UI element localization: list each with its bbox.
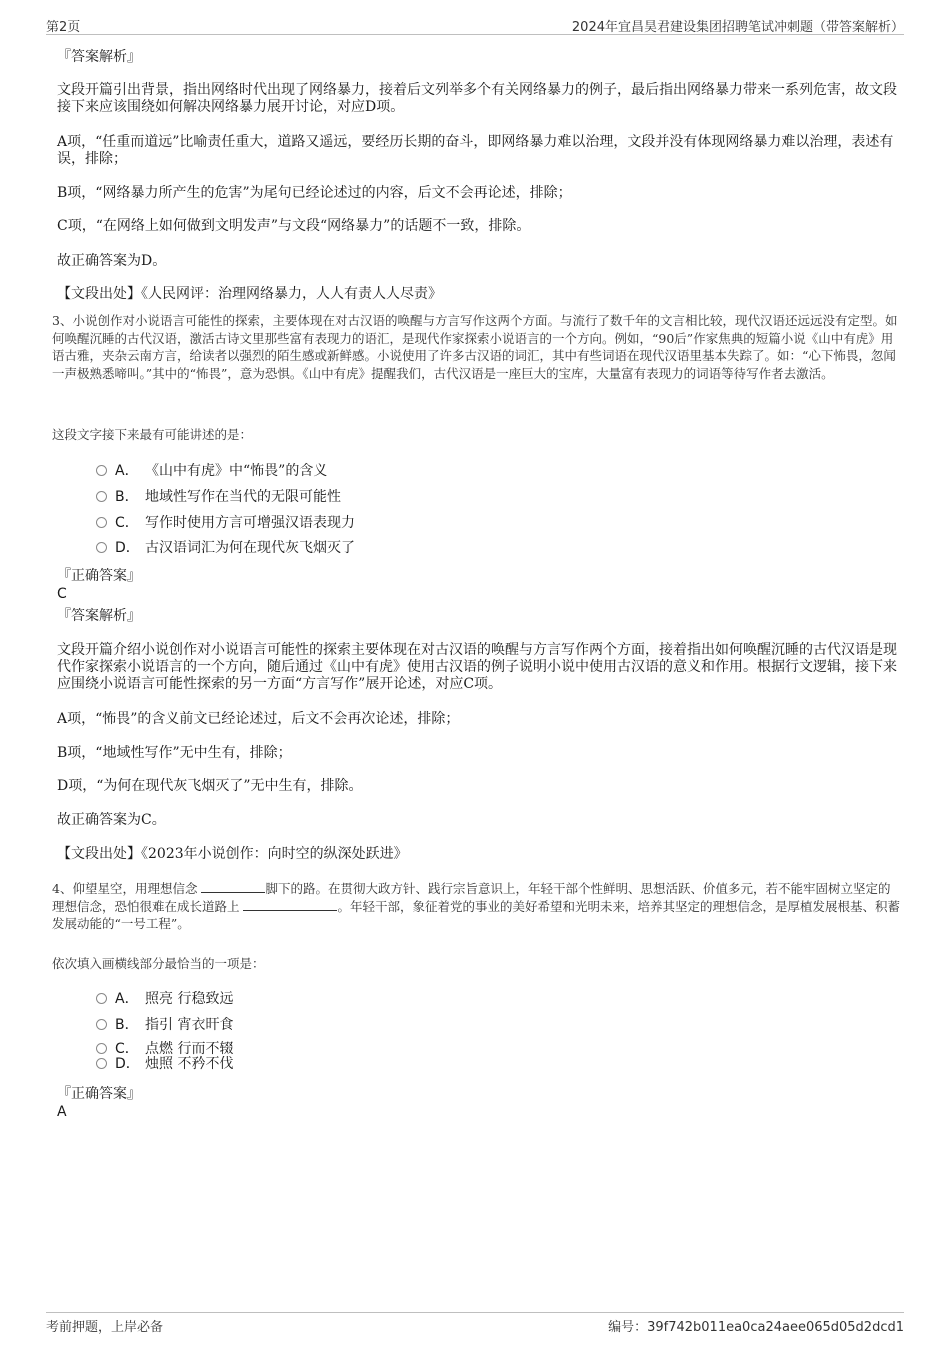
q2-source: 【文段出处】《人民网评：治理网络暴力，人人有责人人尽责》 bbox=[57, 286, 442, 302]
fill-blank-2 bbox=[243, 899, 337, 911]
q4-stem: 4、仰望星空，用理想信念 脚下的路。在贯彻大政方针、践行宗旨意识上，年轻干部个性鲜明、思想活跃、价值多元，若不能牢固树立坚定的理想信念，恐怕很难在成长道路上 。年轻干部，象征着党的事业的美好希望和光明未来，培养其坚定的理想信念，是厚植发展根基、积蓄发展动能的“一号工程”。 bbox=[52, 881, 900, 931]
document-title: 2024年宜昌昊君建设集团招聘笔试冲刺题（带答案解析） bbox=[571, 20, 904, 35]
q3-analysis-label: 『答案解析』 bbox=[57, 608, 141, 624]
q3-question: 这段文字接下来最有可能讲述的是： bbox=[52, 427, 253, 442]
document-code: 编号：39f742b011ea0ca24aee065d05d2dcd1 bbox=[608, 1320, 904, 1335]
page-footer bbox=[46, 1312, 904, 1335]
footer-slogan: 考前押题，上岸必备 bbox=[46, 1320, 164, 1335]
q4-option-d[interactable]: D． 烛照 不矜不伐 bbox=[96, 1056, 233, 1072]
q4-answer-label: 『正确答案』 bbox=[57, 1086, 141, 1102]
q3-analysis-para: 文段开篇介绍小说创作对小说语言可能性的探索主要体现在对古汉语的唤醒与方言写作两个方面，接着指出如何唤醒沉睡的古代汉语是现代作家探索小说语言的一个方向，随后通过《山中有虎》使用古汉语的例子说明小说中使用古汉语的意义和作用。根据行文逻辑，接下来应围绕小说语言可能性探索的另一方面“方言写作”展开论述，对应C项。 bbox=[57, 642, 897, 692]
q3-option-c[interactable]: C． 写作时使用方言可增强汉语表现力 bbox=[96, 513, 355, 533]
radio-icon[interactable] bbox=[96, 993, 107, 1004]
radio-icon[interactable] bbox=[96, 1043, 107, 1054]
q3-option-b[interactable]: B． 地域性写作在当代的无限可能性 bbox=[96, 487, 341, 507]
radio-icon[interactable] bbox=[96, 465, 107, 476]
q2-analysis-c: C项，“在网络上如何做到文明发声”与文段“网络暴力”的话题不一致，排除。 bbox=[57, 218, 531, 234]
radio-icon[interactable] bbox=[96, 1019, 107, 1030]
q2-analysis-a: A项，“任重而道远”比喻责任重大，道路又遥远，要经历长期的奋斗，即网络暴力难以治理，文段并没有体现网络暴力难以治理，表述有误，排除； bbox=[57, 134, 894, 167]
q2-analysis-label: 『答案解析』 bbox=[57, 49, 141, 65]
q2-analysis-para: 文段开篇引出背景，指出网络时代出现了网络暴力，接着后文列举多个有关网络暴力的例子，最后指出网络暴力带来一系列危害，故文段接下来应该围绕如何解决网络暴力展开讨论，对应D项。 bbox=[57, 82, 897, 115]
radio-icon[interactable] bbox=[96, 542, 107, 553]
q4-answer: A bbox=[57, 1104, 67, 1120]
q2-conclusion: 故正确答案为D。 bbox=[57, 253, 167, 269]
q3-answer: C bbox=[57, 586, 67, 602]
fill-blank-1 bbox=[201, 881, 265, 893]
q4-option-a[interactable]: A． 照亮 行稳致远 bbox=[96, 989, 233, 1009]
q3-stem: 3、小说创作对小说语言可能性的探索，主要体现在对古汉语的唤醒与方言写作这两个方面。与流行了数千年的文言相比较，现代汉语还远远没有定型。如何唤醒沉睡的古代汉语，激活古诗文里那些富有表现力的语汇，是现代作家探索小说语言的一个方向。例如，“90后”作家焦典的短篇小说《山中有虎》用语古雅，夹杂云南方言，给读者以强烈的陌生感或新鲜感。小说使用了许多古汉语的词汇，其中有些词语在现代汉语里基本失踪了。如：“心下怖畏，忽闻一声极熟悉啼叫。”其中的“怖畏”，意为恐惧。《山中有虎》提醒我们，古代汉语是一座巨大的宝库，大量富有表现力的词语等待写作者去激活。 bbox=[52, 313, 898, 381]
q4-option-b[interactable]: B． 指引 宵衣旰食 bbox=[96, 1015, 233, 1035]
radio-icon[interactable] bbox=[96, 1058, 107, 1069]
page-number: 第2页 bbox=[46, 20, 81, 35]
q2-analysis-b: B项，“网络暴力所产生的危害”为尾句已经论述过的内容，后文不会再论述，排除； bbox=[57, 185, 572, 201]
q3-option-d[interactable]: D． 古汉语词汇为何在现代灰飞烟灭了 bbox=[96, 538, 355, 558]
q3-conclusion: 故正确答案为C。 bbox=[57, 812, 166, 828]
radio-icon[interactable] bbox=[96, 517, 107, 528]
q3-analysis-d: D项，“为何在现代灰飞烟灭了”无中生有，排除。 bbox=[57, 778, 363, 794]
radio-icon[interactable] bbox=[96, 491, 107, 502]
q3-answer-label: 『正确答案』 bbox=[57, 568, 141, 584]
q4-option-c[interactable]: C． 点燃 行而不辍 bbox=[96, 1041, 233, 1057]
q4-question: 依次填入画横线部分最恰当的一项是： bbox=[52, 956, 265, 971]
q3-analysis-a: A项，“怖畏”的含义前文已经论述过，后文不会再次论述，排除； bbox=[57, 711, 460, 727]
q3-source: 【文段出处】《2023年小说创作：向时空的纵深处跃进》 bbox=[57, 846, 408, 862]
page-header bbox=[46, 14, 904, 35]
q3-option-a[interactable]: A． 《山中有虎》中“怖畏”的含义 bbox=[96, 461, 327, 481]
q3-analysis-b: B项，“地域性写作”无中生有，排除； bbox=[57, 745, 292, 761]
